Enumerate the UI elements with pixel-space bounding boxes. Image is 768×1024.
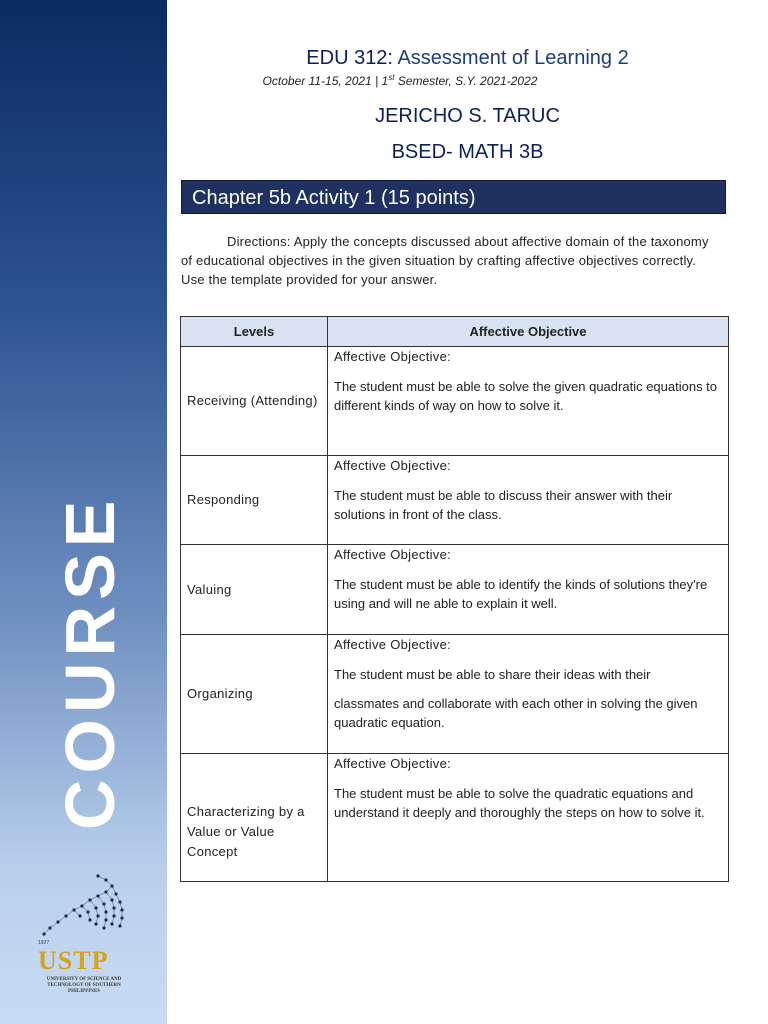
objective-cell — [328, 635, 729, 754]
logo-year: 1927 — [38, 940, 50, 946]
ustp-logo-text: USTP — [38, 946, 109, 975]
course-title-line — [167, 47, 768, 70]
objective-heading: Affective Objective: — [334, 547, 452, 562]
objective-text: The student must be able to solve the given quadratic equations to different kinds of way on how to solve it. — [334, 379, 718, 413]
student-section: BSED- MATH 3B — [391, 141, 544, 163]
objective-text: The student must be able to discuss their answer with their solutions in front of the class. — [334, 488, 673, 522]
objective-text: The student must be able to share their ideas with their — [334, 667, 651, 682]
course-vertical-label: COURSE — [51, 494, 129, 830]
course-code: EDU 312: — [306, 47, 393, 69]
objective-text-continued: classmates and collaborate with each other in solving the given quadratic equation. — [334, 696, 698, 730]
sidebar-band — [0, 0, 167, 1024]
objective-cell — [328, 347, 729, 456]
university-name: UNIVERSITY OF SCIENCE AND TECHNOLOGY OF SOUTHERN PHILIPPINES — [46, 977, 122, 994]
table-row — [181, 456, 729, 545]
header-affective-objective: Affective Objective — [328, 317, 729, 347]
table-header-row — [181, 317, 729, 347]
objective-heading: Affective Objective: — [334, 756, 452, 771]
level-cell: Organizing — [181, 635, 328, 754]
level-cell: Characterizing by a Value or Value Concept — [181, 754, 328, 882]
student-name: JERICHO S. TARUC — [375, 105, 560, 127]
date-prefix: October 11-15, 2021 | 1 — [262, 74, 389, 88]
directions-paragraph — [181, 232, 721, 289]
objective-heading: Affective Objective: — [334, 637, 452, 652]
level-cell: Responding — [181, 456, 328, 545]
objective-cell — [328, 456, 729, 545]
level-cell: Valuing — [181, 545, 328, 635]
table-row — [181, 347, 729, 456]
affective-objectives-table — [180, 316, 729, 882]
objective-text: The student must be able to identify the kinds of solutions they're using and will ne able to explain it well. — [334, 577, 708, 611]
table-row — [181, 635, 729, 754]
directions-text: Directions: Apply the concepts discussed about affective domain of the taxonomy of educational objectives in the given situation by crafting affective objectives correctly. Use the template provided for your answer. — [181, 234, 709, 287]
objective-heading: Affective Objective: — [334, 458, 452, 473]
course-title: Assessment of Learning 2 — [393, 47, 629, 69]
objective-cell — [328, 754, 729, 882]
objective-heading: Affective Objective: — [334, 349, 452, 364]
header-levels: Levels — [181, 317, 328, 347]
date-superscript: st — [388, 73, 395, 82]
table-row — [181, 545, 729, 635]
date-line — [120, 73, 680, 88]
ustp-logo-icon — [36, 870, 136, 950]
chapter-banner: Chapter 5b Activity 1 (15 points) — [181, 180, 726, 214]
objective-cell — [328, 545, 729, 635]
objective-text: The student must be able to solve the quadratic equations and understand it deeply and thoroughly the steps on how to solve it. — [334, 786, 705, 820]
date-suffix: Semester, S.Y. 2021-2022 — [394, 74, 538, 88]
level-cell: Receiving (Attending) — [181, 347, 328, 456]
table-row — [181, 754, 729, 882]
